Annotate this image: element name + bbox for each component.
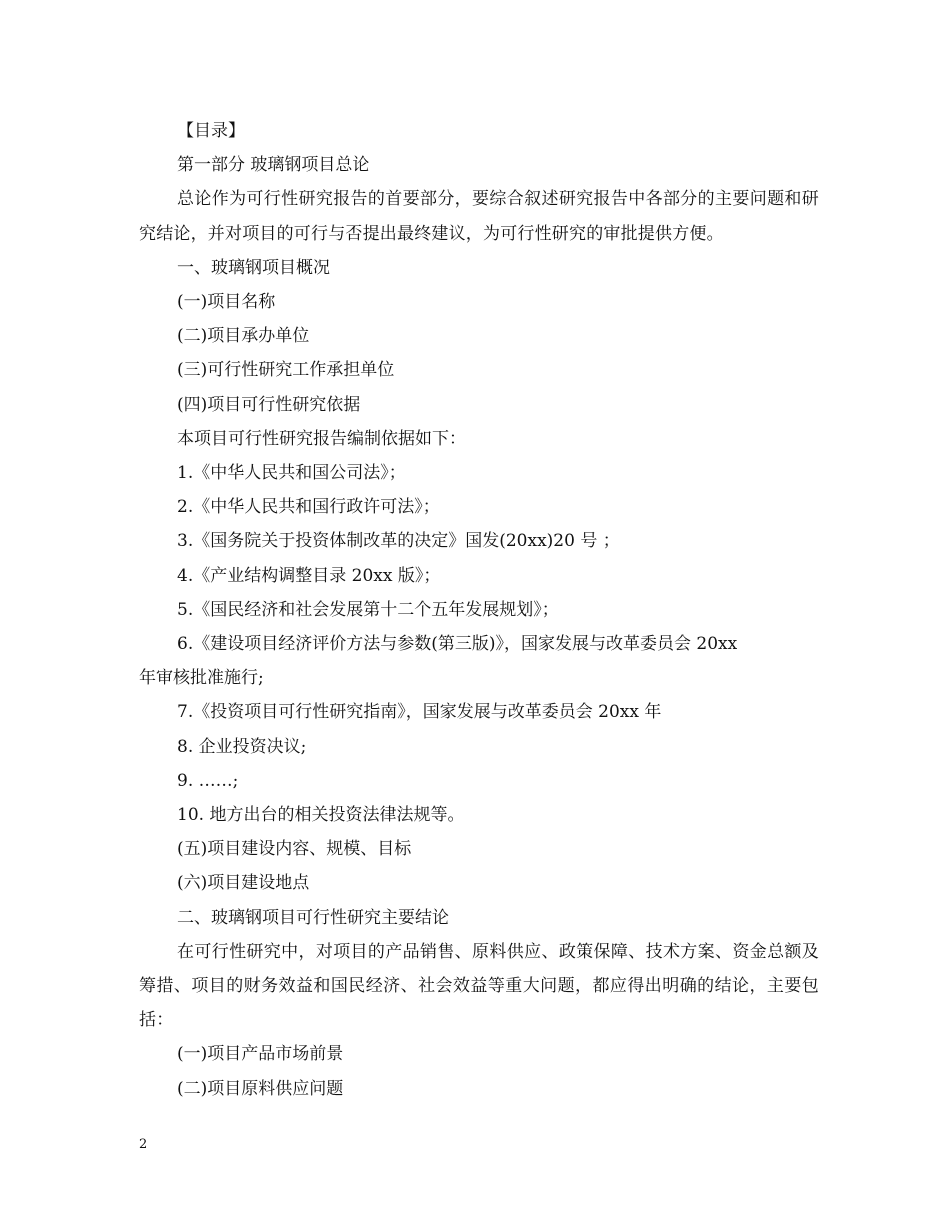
list-item: 5.《国民经济和社会发展第十二个五年发展规划》；: [177, 599, 559, 620]
list-item: 1.《中华人民共和国公司法》；: [177, 463, 406, 484]
list-item: 8. 企业投资决议;: [177, 736, 307, 757]
list-item: 7.《投资项目可行性研究指南》，国家发展与改革委员会 20xx 年: [177, 702, 662, 723]
list-item: 2.《中华人民共和国行政许可法》；: [177, 497, 440, 518]
conclusion-paragraph: 在可行性研究中，对项目的产品销售、原料供应、政策保障、技术方案、资金总额及筹措、项目的财务效益和国民经济、社会效益等重大问题，都应得出明确的结论，主要包括：: [139, 941, 819, 1031]
subsection-location: (六)项目建设地点: [177, 873, 310, 894]
list-item-continuation: 年审核批准施行;: [139, 668, 264, 689]
part-one-heading: 第一部分 玻璃钢项目总论: [177, 155, 370, 176]
subsection-research-basis: (四)项目可行性研究依据: [177, 394, 361, 415]
section-one-heading: 一、玻璃钢项目概况: [177, 257, 330, 278]
toc-heading: 【目录】: [177, 121, 245, 141]
subsection-project-name: (一)项目名称: [177, 292, 276, 313]
list-item: 4.《产业结构调整目录 20xx 版》；: [177, 565, 441, 586]
page-number: 2: [139, 1137, 148, 1152]
section-two-heading: 二、玻璃钢项目可行性研究主要结论: [177, 907, 449, 928]
document-body: [139, 114, 819, 1106]
subsection-sponsor: (二)项目承办单位: [177, 326, 310, 347]
list-item: 3.《国务院关于投资体制改革的决定》国发(20xx)20 号 ；: [177, 531, 620, 552]
subsection-research-unit: (三)可行性研究工作承担单位: [177, 360, 395, 381]
list-item: 10. 地方出台的相关投资法律法规等。: [177, 805, 465, 826]
subsection-market-outlook: (一)项目产品市场前景: [177, 1044, 344, 1065]
list-item: 6.《建设项目经济评价方法与参数(第三版)》，国家发展与改革委员会 20xx: [177, 634, 738, 655]
subsection-content-scale: (五)项目建设内容、规模、目标: [177, 839, 412, 860]
summary-paragraph: 总论作为可行性研究报告的首要部分，要综合叙述研究报告中各部分的主要问题和研究结论，并对项目的可行与否提出最终建议，为可行性研究的审批提供方便。: [139, 189, 819, 244]
list-item: 9. ……;: [177, 770, 239, 791]
basis-intro: 本项目可行性研究报告编制依据如下：: [177, 428, 466, 449]
subsection-raw-material: (二)项目原料供应问题: [177, 1078, 344, 1099]
